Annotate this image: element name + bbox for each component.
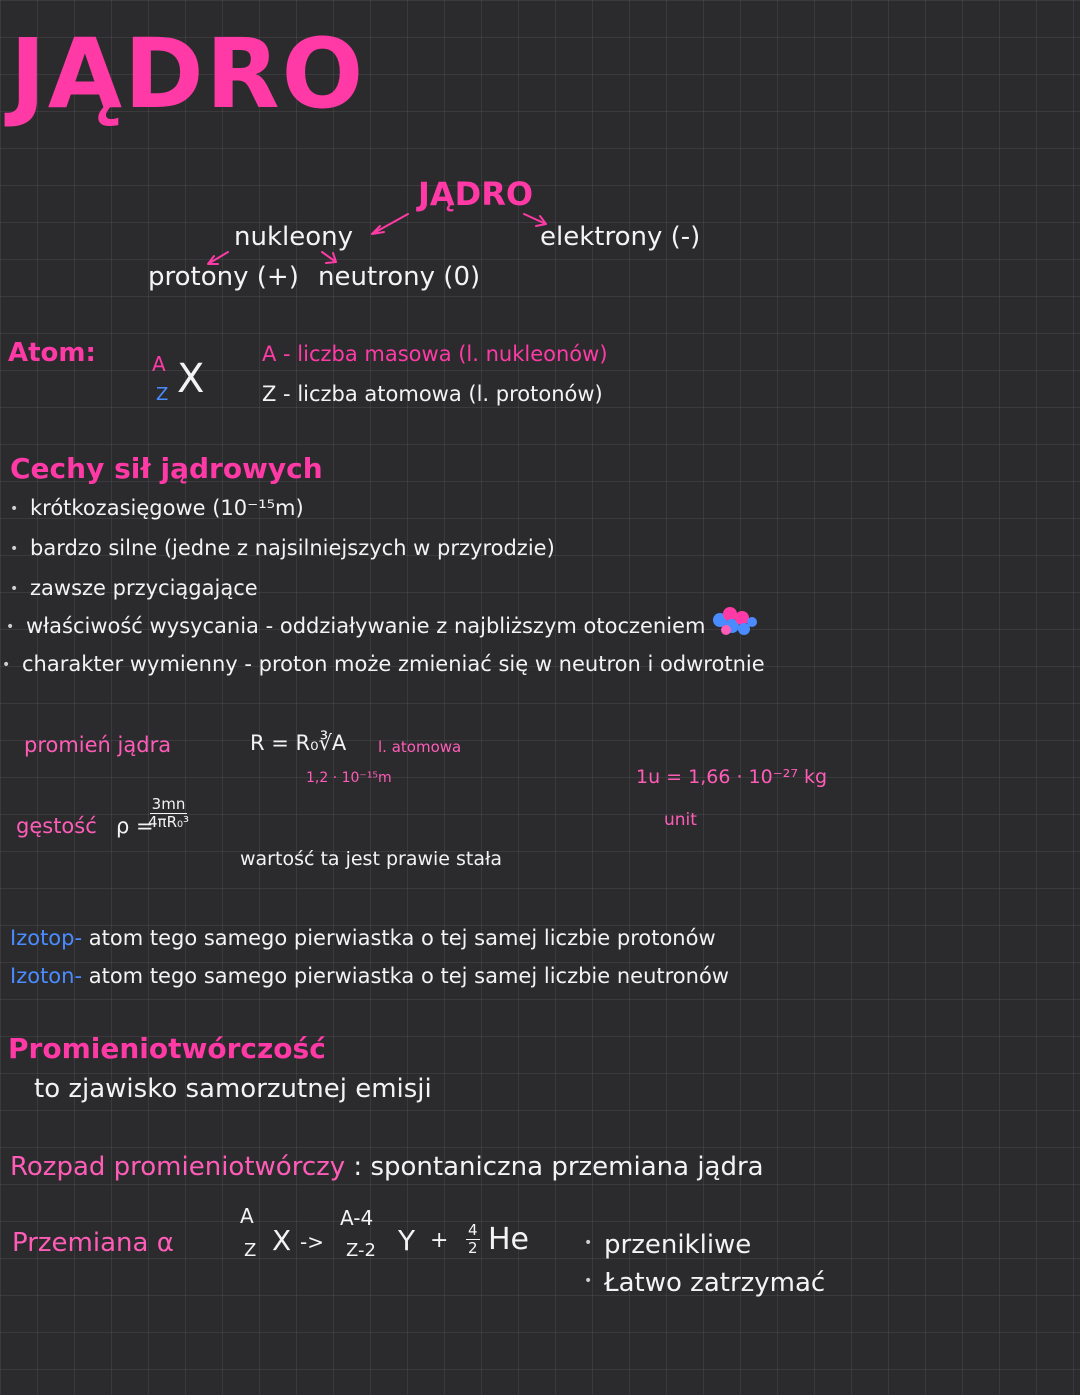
decay-text: : spontaniczna przemiana jądra [353, 1152, 764, 1182]
atom-line-z [262, 382, 603, 406]
arrow-to-protony [208, 252, 228, 264]
decay-line [10, 1152, 764, 1182]
tree-root: JĄDRO [418, 175, 534, 213]
arrow-to-neutrony [322, 252, 336, 263]
radioactivity-text: to zjawisko samorzutnej emisji [34, 1074, 432, 1104]
forces-heading: Cechy sił jądrowych [10, 452, 323, 485]
tree-child-protons: protony (+) [148, 262, 299, 292]
radioactivity-heading: Promieniotwórczość [8, 1032, 326, 1065]
density-note: wartość ta jest prawie stała [240, 848, 503, 870]
alpha-arrow: -> [300, 1230, 324, 1254]
radius-note-r0: 1,2 · 10⁻¹⁵m [306, 770, 392, 786]
alpha-label: Przemiana α [12, 1228, 174, 1258]
decay-label: Rozpad promieniotwórczy [10, 1152, 346, 1182]
forces-item-5: • charakter wymienny - proton może zmieniać się w neutron i odwrotnie [22, 652, 765, 676]
alpha-property-2: • Łatwo zatrzymać [604, 1268, 825, 1298]
density-denominator: 4πR₀³ [148, 812, 190, 831]
alpha-A4: A-4 [340, 1206, 374, 1230]
atom-line-a-text: A - liczba masowa (l. nukleonów) [262, 342, 608, 366]
density-numerator: 3mn [151, 795, 186, 813]
alpha-Z2: Z-2 [346, 1240, 376, 1261]
izotop-text: atom tego samego pierwiastka o tej samej liczbie protonów [88, 926, 716, 950]
tree-arrows [0, 0, 1080, 320]
atom-mass-letter: A [152, 352, 166, 376]
arrow-to-elektrony [524, 214, 546, 226]
tree-right: elektrony (-) [540, 222, 701, 252]
izoton-text: atom tego samego pierwiastka o tej samej liczbie neutronów [88, 964, 729, 988]
alpha-Y: Y [398, 1224, 416, 1257]
forces-item-2: • bardzo silne (jedne z najsilniejszych w przyrodzie) [30, 536, 555, 560]
atom-label: Atom: [8, 338, 96, 368]
density-fraction [148, 796, 189, 830]
unit-formula: 1u = 1,66 · 10⁻²⁷ kg [636, 766, 828, 788]
alpha-he-fraction [466, 1222, 480, 1256]
izotop-label: Izotop- [10, 926, 83, 950]
density-label: gęstość [16, 814, 97, 838]
unit-label: unit [664, 810, 697, 830]
tree-left: nukleony [234, 222, 354, 252]
alpha-he-bottom: 2 [468, 1238, 478, 1257]
forces-item-4: • właściwość wysycania - oddziaływanie z najbliższym otoczeniem [26, 614, 705, 638]
alpha-X: X [272, 1224, 292, 1257]
izoton-label: Izoton- [10, 964, 83, 988]
radius-formula: R = R₀∛A [250, 731, 347, 755]
tree-child-neutrons: neutrony (0) [318, 262, 481, 292]
radius-label: promień jądra [24, 733, 172, 757]
radius-note-a: l. atomowa [378, 738, 462, 756]
alpha-plus: + [430, 1228, 449, 1253]
izotop-line [10, 926, 716, 950]
forces-item-1: • krótkozasięgowe (10⁻¹⁵m) [30, 496, 304, 520]
nucleus-doodle-icon [708, 602, 758, 638]
alpha-property-1: • przenikliwe [604, 1230, 751, 1260]
atom-atomic-letter: Z [156, 384, 169, 405]
alpha-A: A [240, 1204, 254, 1228]
atom-symbol: X [177, 356, 205, 402]
page-title: JĄDRO [10, 18, 366, 130]
izoton-line [10, 964, 729, 988]
density-symbol: ρ = [116, 814, 154, 838]
atom-line-a [262, 342, 608, 366]
alpha-He: He [488, 1222, 530, 1257]
alpha-he-top: 4 [468, 1221, 478, 1239]
atom-line-z-text: Z - liczba atomowa (l. protonów) [262, 382, 603, 406]
forces-item-3: • zawsze przyciągające [30, 576, 258, 600]
arrow-to-nukleony [372, 214, 408, 234]
alpha-Z: Z [244, 1240, 257, 1261]
